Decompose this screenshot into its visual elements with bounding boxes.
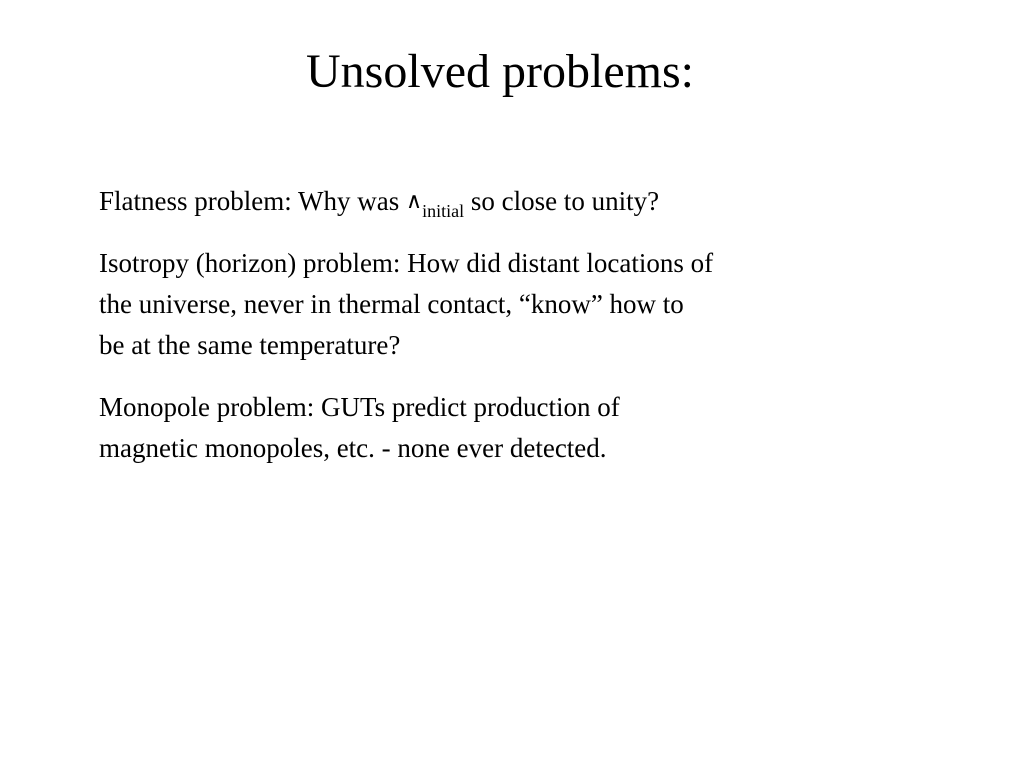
omega-subscript: initial xyxy=(422,201,465,221)
isotropy-line-2: the universe, never in thermal contact, “know” how to xyxy=(99,289,684,319)
monopole-problem-paragraph xyxy=(99,387,899,469)
flatness-problem-line xyxy=(99,181,899,222)
isotropy-line-1: Isotropy (horizon) problem: How did distant locations of xyxy=(99,248,714,278)
flatness-problem-paragraph xyxy=(99,181,899,222)
monopole-line-2: magnetic monopoles, etc. - none ever detected. xyxy=(99,433,607,463)
slide-body xyxy=(99,181,899,490)
isotropy-line-3: be at the same temperature? xyxy=(99,330,401,360)
flatness-problem-text-end: so close to unity? xyxy=(464,186,660,216)
monopole-line-1: Monopole problem: GUTs predict production of xyxy=(99,392,620,422)
slide-title: Unsolved problems: xyxy=(306,45,694,98)
isotropy-problem-paragraph xyxy=(99,243,899,366)
flatness-problem-text: Flatness problem: Why was xyxy=(99,186,406,216)
omega-symbol: ∧ xyxy=(405,189,423,214)
